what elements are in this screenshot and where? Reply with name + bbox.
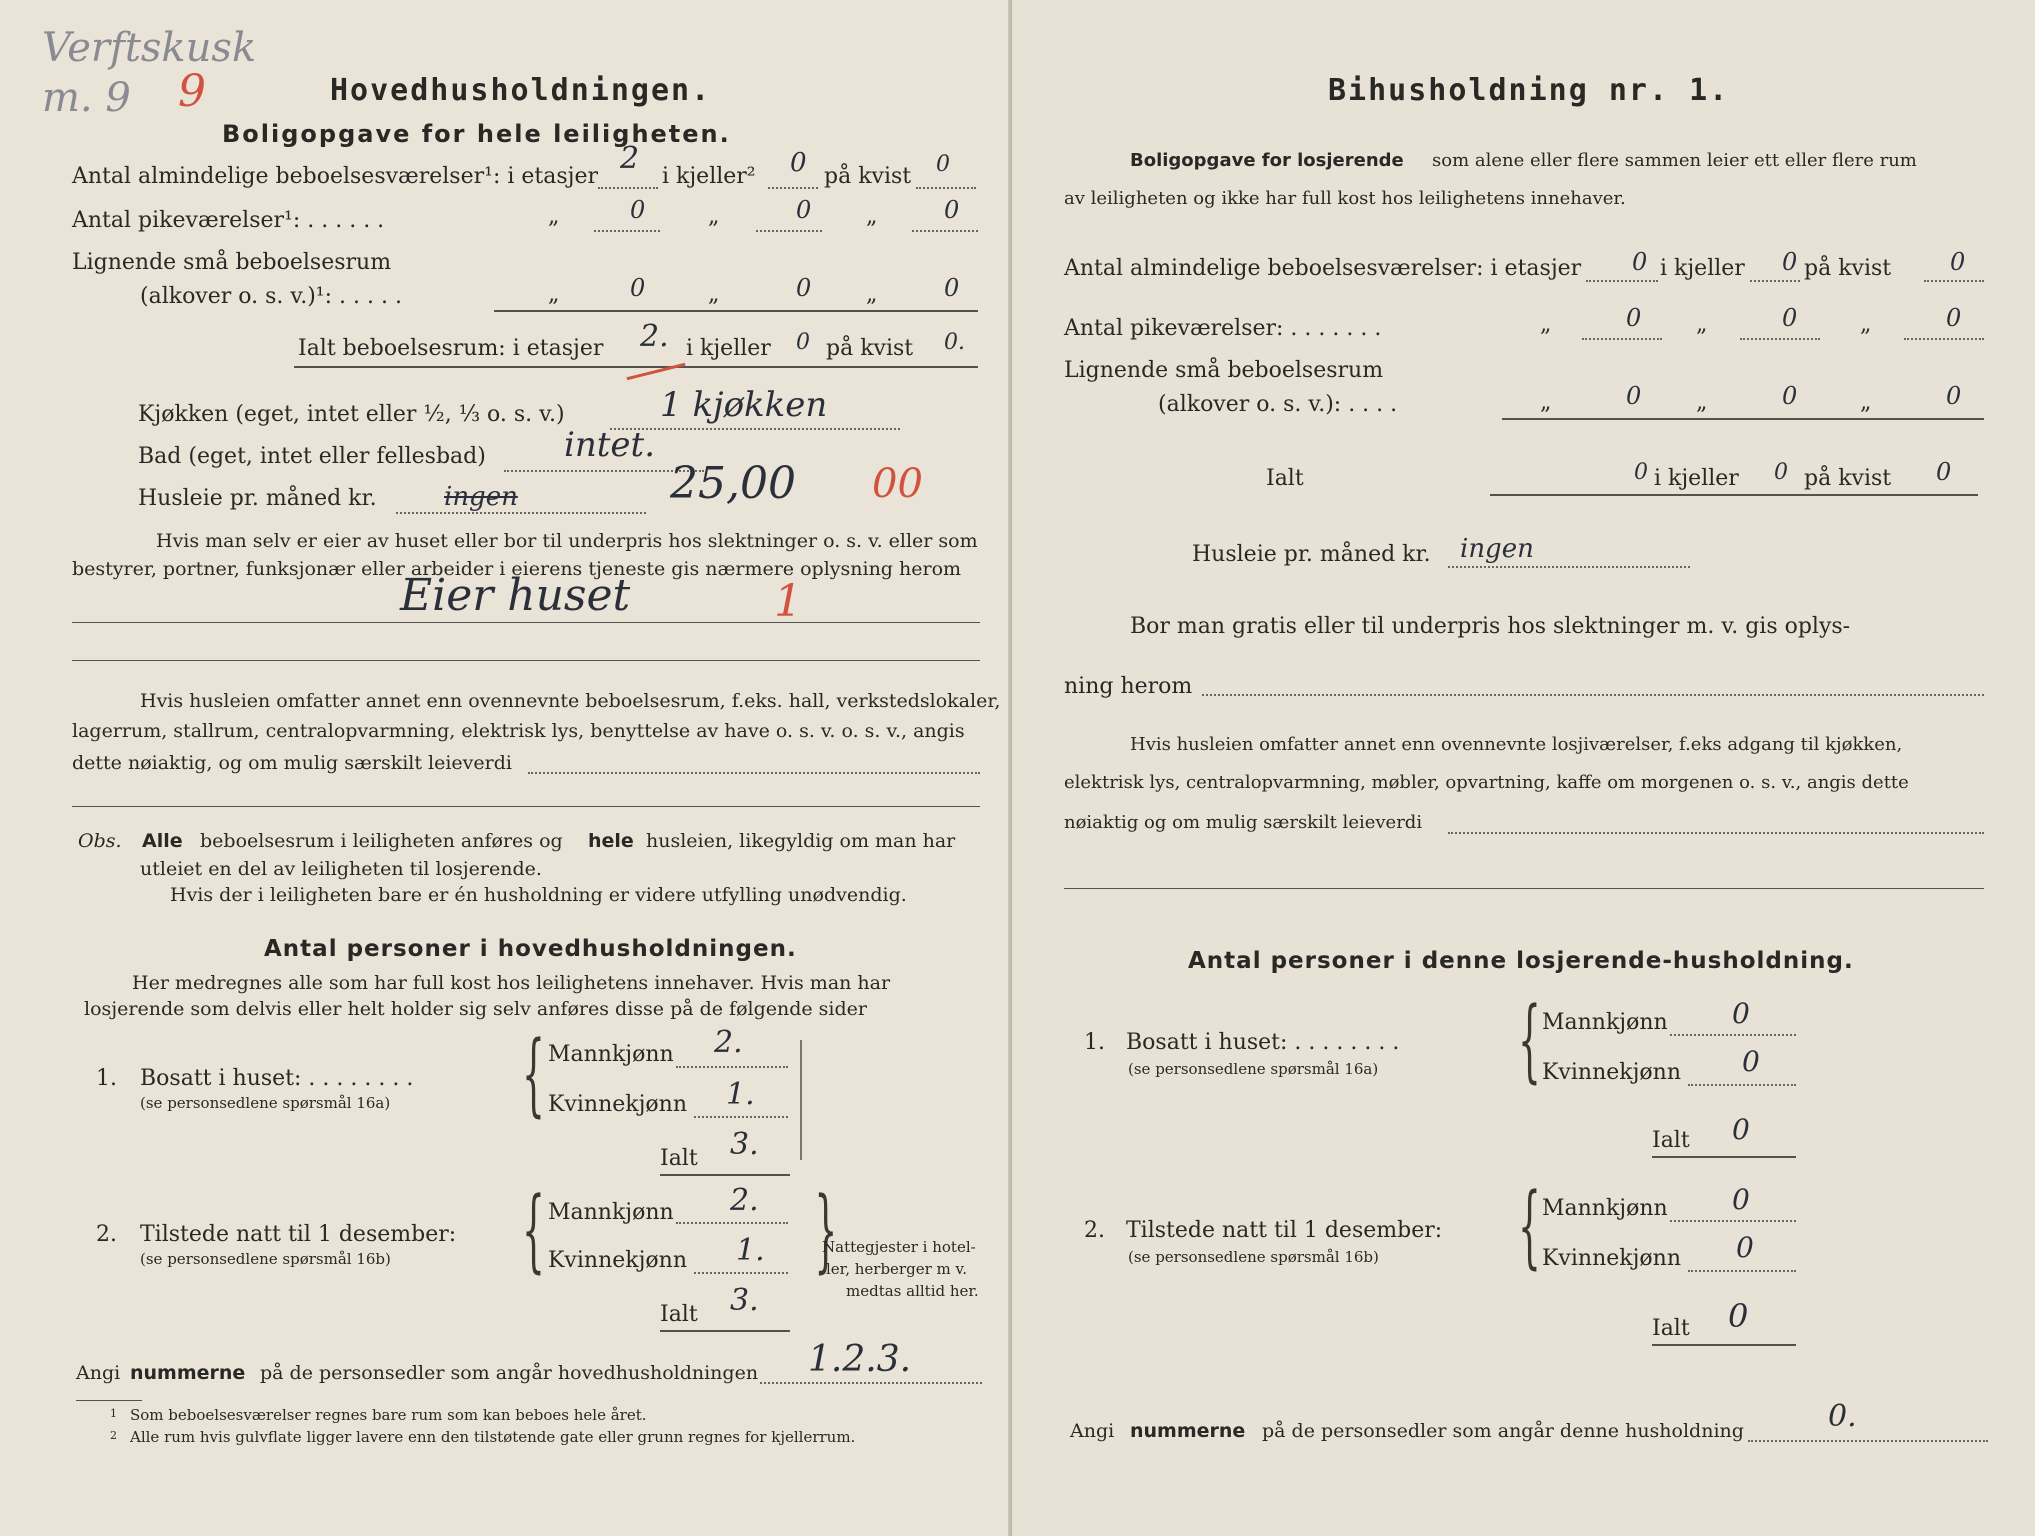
page-subtitle: Boligopgave for hele leiligheten.: [222, 120, 731, 148]
husleie-value: 25,00: [670, 458, 796, 509]
right-q2-kvinne-label: Kvinnekjønn: [1542, 1246, 1681, 1271]
eier-text-line1: Hvis man selv er eier av huset eller bor til underpris hos slektninger o. s. v. eller som: [156, 530, 978, 552]
q1-ialt-value: 3.: [730, 1127, 759, 1162]
rooms-row1-etasjer-line: [598, 187, 658, 189]
right-husleie-value: ingen: [1460, 534, 1534, 564]
right-q2-ialt-line: [1652, 1344, 1796, 1346]
right-omfatter-line-b: [1064, 888, 1984, 889]
eier-red-mark: 1: [774, 576, 802, 627]
right-omfatter-line1: Hvis husleien omfatter annet enn ovennevnte losjiværelser, f.eks adgang til kjøkken,: [1130, 734, 1903, 755]
rooms-row1-kvist-label: på kvist: [824, 164, 912, 189]
angi-label-a: Angi: [76, 1362, 121, 1384]
right-angi-line: [1748, 1440, 1988, 1442]
right-q2-mann-line: [1670, 1220, 1796, 1222]
q1-brace: {: [522, 1022, 545, 1127]
page-title: Hovedhusholdningen.: [330, 73, 712, 108]
right-rooms-row2-kjeller-line: [1740, 338, 1820, 340]
right-angi-label-c: på de personsedler som angår denne husholdning: [1262, 1420, 1744, 1442]
eier-line-1: [72, 622, 980, 623]
right-rooms-row2-ditto-2: „: [1696, 312, 1708, 337]
right-rooms-ialt-line: [1490, 494, 1978, 496]
right-q1-ialt-label: Ialt: [1652, 1128, 1690, 1153]
q2-ialt-value: 3.: [730, 1283, 759, 1318]
q1-mann-value: 2.: [714, 1025, 743, 1060]
q1-ialt-line: [660, 1174, 790, 1176]
right-rooms-row2-ditto-3: „: [1860, 312, 1872, 337]
q2-kvinne-value: 1.: [736, 1233, 765, 1268]
right-rooms-row3-ditto-2: „: [1696, 390, 1708, 415]
right-rooms-row3-etasjer-value: 0: [1626, 382, 1642, 410]
right-q2-kvinne-value: 0: [1736, 1231, 1754, 1264]
right-rooms-ialt-kvist-value: 0: [1936, 458, 1952, 486]
rooms-row1-kjeller-value: 0: [790, 148, 807, 178]
q1-label: Bosatt i huset: . . . . . . . .: [140, 1066, 414, 1091]
q2-kvinne-label: Kvinnekjønn: [548, 1248, 687, 1273]
q2-mann-line: [676, 1222, 788, 1224]
omfatter-line3: dette nøiaktig, og om mulig særskilt leieverdi: [72, 752, 512, 774]
rooms-row3-line: [494, 310, 978, 312]
angi-label-b: nummerne: [130, 1362, 246, 1384]
rooms-row2-kvist-value: 0: [944, 196, 960, 224]
gratis-line2: ning herom: [1064, 674, 1193, 699]
right-rooms-row2-kjeller-value: 0: [1782, 304, 1798, 332]
angi-value: 1.2.3.: [808, 1339, 912, 1380]
rooms-row3-kjeller-value: 0: [796, 274, 812, 302]
rooms-ialt-line: [294, 366, 978, 368]
obs-text-a: beboelsesrum i leiligheten anføres og: [200, 830, 563, 852]
right-q2-sub: (se personsedlene spørsmål 16b): [1128, 1248, 1379, 1266]
q2-ialt-line: [660, 1330, 790, 1332]
rooms-row3-ditto-2: „: [708, 282, 720, 307]
kjokken-label: Kjøkken (eget, intet eller ½, ⅓ o. s. v.): [138, 402, 565, 427]
right-rooms-row2-ditto-1: „: [1540, 312, 1552, 337]
rooms-row1-label: Antal almindelige beboelsesværelser¹: i etasjer: [72, 164, 599, 189]
right-page-title: Bihusholdning nr. 1.: [1328, 73, 1730, 108]
omfatter-line1: Hvis husleien omfatter annet enn ovennevnte beboelsesrum, f.eks. hall, verkstedslokaler,: [140, 690, 1001, 712]
right-q1-number: 1.: [1084, 1030, 1105, 1055]
right-persons-title: Antal personer i denne losjerende-husholdning.: [1188, 948, 1854, 974]
right-rooms-row1-label: Antal almindelige beboelsesværelser: i etasjer: [1064, 256, 1582, 281]
q2-number: 2.: [96, 1222, 117, 1247]
right-rooms-row1-kvist-label: på kvist: [1804, 256, 1892, 281]
right-q2-ialt-value: 0: [1728, 1297, 1749, 1335]
rooms-row1-kjeller-line: [768, 187, 818, 189]
right-angi-label-b: nummerne: [1130, 1420, 1246, 1442]
right-rooms-ialt-kvist-label: på kvist: [1804, 466, 1892, 491]
rooms-row2-ditto-1: „: [548, 204, 560, 229]
right-omfatter-line-a: [1448, 832, 1984, 834]
right-q2-mann-label: Mannkjønn: [1542, 1196, 1668, 1221]
intro-text-a: som alene eller flere sammen leier ett eller flere rum: [1432, 150, 1917, 171]
right-q1-kvinne-label: Kvinnekjønn: [1542, 1060, 1681, 1085]
rooms-row3-etasjer-value: 0: [630, 274, 646, 302]
gratis-line: [1202, 694, 1984, 696]
obs-text-b: husleien, likegyldig om man har: [646, 830, 956, 852]
q1-mann-label: Mannkjønn: [548, 1042, 674, 1067]
rooms-row2-kjeller-line: [756, 230, 822, 232]
right-angi-value: 0.: [1828, 1399, 1857, 1434]
right-husleie-line: [1448, 566, 1690, 568]
right-rooms-row3-ditto-3: „: [1860, 390, 1872, 415]
right-omfatter-line3: nøiaktig og om mulig særskilt leieverdi: [1064, 812, 1423, 833]
right-husleie-label: Husleie pr. måned kr.: [1192, 542, 1431, 567]
right-rooms-row3-label-a: Lignende små beboelsesrum: [1064, 358, 1384, 383]
obs-label: Obs.: [78, 830, 122, 852]
q2-close-brace: }: [814, 1178, 838, 1283]
obs-alle: Alle: [142, 830, 183, 852]
right-angi-label-a: Angi: [1070, 1420, 1115, 1442]
obs-hele: hele: [588, 830, 634, 852]
q1-pencil-bracket: [800, 1040, 802, 1160]
right-q2-brace: {: [1518, 1174, 1541, 1279]
right-rooms-row2-kvist-value: 0: [1946, 304, 1962, 332]
rooms-row2-ditto-3: „: [866, 204, 878, 229]
right-q2-label: Tilstede natt til 1 desember:: [1126, 1218, 1443, 1243]
footnote1-number: 1: [110, 1407, 117, 1420]
right-q1-brace: {: [1518, 988, 1541, 1093]
right-rooms-row2-etasjer-line: [1582, 338, 1662, 340]
right-rooms-row2-label: Antal pikeværelser: . . . . . . .: [1064, 316, 1382, 341]
q1-sub: (se personsedlene spørsmål 16a): [140, 1094, 391, 1112]
nattegjester-line3: medtas alltid her.: [846, 1282, 979, 1300]
rooms-row3-ditto-3: „: [866, 282, 878, 307]
right-q1-sub: (se personsedlene spørsmål 16a): [1128, 1060, 1379, 1078]
margin-red-number: 9: [178, 66, 206, 117]
right-rooms-ialt-kjeller-value: 0: [1774, 460, 1788, 485]
omfatter-line-a: [528, 772, 980, 774]
obs-line3: Hvis der i leiligheten bare er én husholdning er videre utfylling unødvendig.: [170, 884, 907, 906]
rooms-row2-etasjer-value: 0: [630, 196, 646, 224]
q2-kvinne-line: [694, 1272, 788, 1274]
intro-text-b: av leiligheten og ikke har full kost hos leilighetens innehaver.: [1064, 188, 1626, 209]
rooms-row1-kvist-line: [916, 187, 976, 189]
persons-title: Antal personer i hovedhusholdningen.: [264, 936, 797, 962]
husleie-label: Husleie pr. måned kr.: [138, 486, 377, 511]
q1-number: 1.: [96, 1066, 117, 1091]
husleie-line: [396, 512, 646, 514]
rooms-row3-label-b: (alkover o. s. v.)¹: . . . . .: [140, 284, 402, 309]
right-rooms-ialt-kjeller-label: i kjeller: [1654, 466, 1739, 491]
right-rooms-row1-etasjer-value: 0: [1632, 248, 1648, 276]
right-q1-kvinne-value: 0: [1742, 1045, 1760, 1078]
omfatter-line-b: [72, 806, 980, 807]
rooms-row1-kjeller-label: i kjeller²: [662, 164, 756, 189]
rooms-row2-ditto-2: „: [708, 204, 720, 229]
rooms-ialt-kjeller-label: i kjeller: [686, 336, 771, 361]
right-rooms-row3-line: [1502, 418, 1984, 420]
rooms-ialt-etasjer-value: 2.: [640, 319, 669, 354]
footnote2: Alle rum hvis gulvflate ligger lavere enn den tilstøtende gate eller grunn regnes for kjellerrum.: [130, 1428, 856, 1446]
right-rooms-ialt-etasjer-value: 0: [1634, 460, 1648, 485]
kjokken-value: 1 kjøkken: [660, 385, 828, 425]
right-q2-ialt-label: Ialt: [1652, 1316, 1690, 1341]
q2-sub: (se personsedlene spørsmål 16b): [140, 1250, 391, 1268]
eier-value: Eier huset: [400, 570, 631, 621]
intro-bold: Boligopgave for losjerende: [1130, 150, 1404, 171]
right-rooms-row3-label-b: (alkover o. s. v.): . . . .: [1158, 392, 1398, 417]
rooms-row2-kjeller-value: 0: [796, 196, 812, 224]
q2-brace: {: [522, 1178, 545, 1283]
right-omfatter-line2: elektrisk lys, centralopvarmning, møbler, opvartning, kaffe om morgenen o. s. v., angis dette: [1064, 772, 1909, 793]
margin-pencil-note-occupation: Verftskusk: [42, 25, 257, 71]
rooms-ialt-kvist-value: 0.: [944, 330, 965, 355]
nattegjester-line1: Nattegjester i hotel-: [822, 1238, 976, 1256]
right-q1-ialt-line: [1652, 1156, 1796, 1158]
right-rooms-row3-kvist-value: 0: [1946, 382, 1962, 410]
q2-label: Tilstede natt til 1 desember:: [140, 1222, 457, 1247]
right-q2-number: 2.: [1084, 1218, 1105, 1243]
left-page-hovedhusholdning: [0, 0, 1012, 1536]
rooms-row1-kvist-value: 0: [936, 152, 950, 177]
right-q1-kvinne-line: [1688, 1084, 1796, 1086]
right-q1-mann-line: [1670, 1034, 1796, 1036]
persons-text-line2: losjerende som delvis eller helt holder sig selv anføres disse på de følgende sider: [84, 998, 867, 1020]
right-q2-mann-value: 0: [1732, 1183, 1750, 1216]
rooms-ialt-kjeller-value: 0: [796, 330, 810, 355]
right-rooms-row2-kvist-line: [1904, 338, 1984, 340]
bad-label: Bad (eget, intet eller fellesbad): [138, 444, 486, 469]
rooms-ialt-kvist-label: på kvist: [826, 336, 914, 361]
right-q2-kvinne-line: [1688, 1270, 1796, 1272]
gratis-line1: Bor man gratis eller til underpris hos slektninger m. v. gis oplys-: [1130, 614, 1851, 639]
eier-line-2: [72, 660, 980, 661]
persons-text-line1: Her medregnes alle som har full kost hos leilighetens innehaver. Hvis man har: [132, 972, 891, 994]
nattegjester-line2: ler, herberger m v.: [826, 1260, 967, 1278]
rooms-row2-label: Antal pikeværelser¹: . . . . . .: [72, 208, 385, 233]
q1-kvinne-line: [694, 1116, 788, 1118]
right-rooms-row1-kjeller-value: 0: [1782, 248, 1798, 276]
omfatter-line2: lagerrum, stallrum, centralopvarmning, elektrisk lys, benyttelse av have o. s. v. o. s. v., angis: [72, 720, 965, 742]
rooms-row2-etasjer-line: [594, 230, 660, 232]
right-q1-mann-label: Mannkjønn: [1542, 1010, 1668, 1035]
rooms-row3-ditto-1: „: [548, 282, 560, 307]
right-rooms-row3-kjeller-value: 0: [1782, 382, 1798, 410]
rooms-row1-etasjer-value: 2: [620, 141, 640, 176]
q2-ialt-label: Ialt: [660, 1302, 698, 1327]
q1-ialt-label: Ialt: [660, 1146, 698, 1171]
right-q1-mann-value: 0: [1732, 997, 1750, 1030]
footnote-rule: [76, 1400, 142, 1401]
rooms-row3-label-a: Lignende små beboelsesrum: [72, 250, 392, 275]
right-rooms-row2-etasjer-value: 0: [1626, 304, 1642, 332]
rooms-row3-kvist-value: 0: [944, 274, 960, 302]
obs-line2: utleiet en del av leiligheten til losjerende.: [140, 858, 542, 880]
right-rooms-row1-kvist-value: 0: [1950, 248, 1966, 276]
q2-mann-label: Mannkjønn: [548, 1200, 674, 1225]
right-rooms-row1-kvist-line: [1924, 280, 1984, 282]
husleie-red-note: 00: [872, 461, 923, 507]
angi-line: [760, 1382, 982, 1384]
right-rooms-row1-kjeller-line: [1750, 280, 1800, 282]
husleie-struck-value: ingen: [444, 482, 518, 512]
q1-kvinne-value: 1.: [726, 1077, 755, 1112]
right-q1-label: Bosatt i huset: . . . . . . . .: [1126, 1030, 1400, 1055]
right-rooms-ialt-label: Ialt: [1266, 466, 1304, 491]
bad-value: intet.: [564, 425, 656, 465]
q1-kvinne-label: Kvinnekjønn: [548, 1092, 687, 1117]
angi-label-c: på de personsedler som angår hovedhusholdningen: [260, 1362, 759, 1384]
q2-mann-value: 2.: [730, 1183, 759, 1218]
rooms-row2-kvist-line: [912, 230, 978, 232]
rooms-ialt-label: Ialt beboelsesrum: i etasjer: [298, 336, 604, 361]
right-q1-ialt-value: 0: [1732, 1113, 1750, 1146]
footnote1: Som beboelsesværelser regnes bare rum som kan beboes hele året.: [130, 1406, 647, 1424]
right-page-bihusholdning: [1012, 0, 2035, 1536]
right-rooms-row1-kjeller-label: i kjeller: [1660, 256, 1745, 281]
q1-mann-line: [676, 1066, 788, 1068]
eier-text-line2: bestyrer, portner, funksjonær eller arbeider i eierens tjeneste gis nærmere oplysning herom: [72, 558, 962, 580]
footnote2-number: 2: [110, 1429, 117, 1442]
margin-pencil-note-number: m. 9: [42, 75, 131, 121]
right-rooms-row3-ditto-1: „: [1540, 390, 1552, 415]
right-rooms-row1-etasjer-line: [1586, 280, 1658, 282]
